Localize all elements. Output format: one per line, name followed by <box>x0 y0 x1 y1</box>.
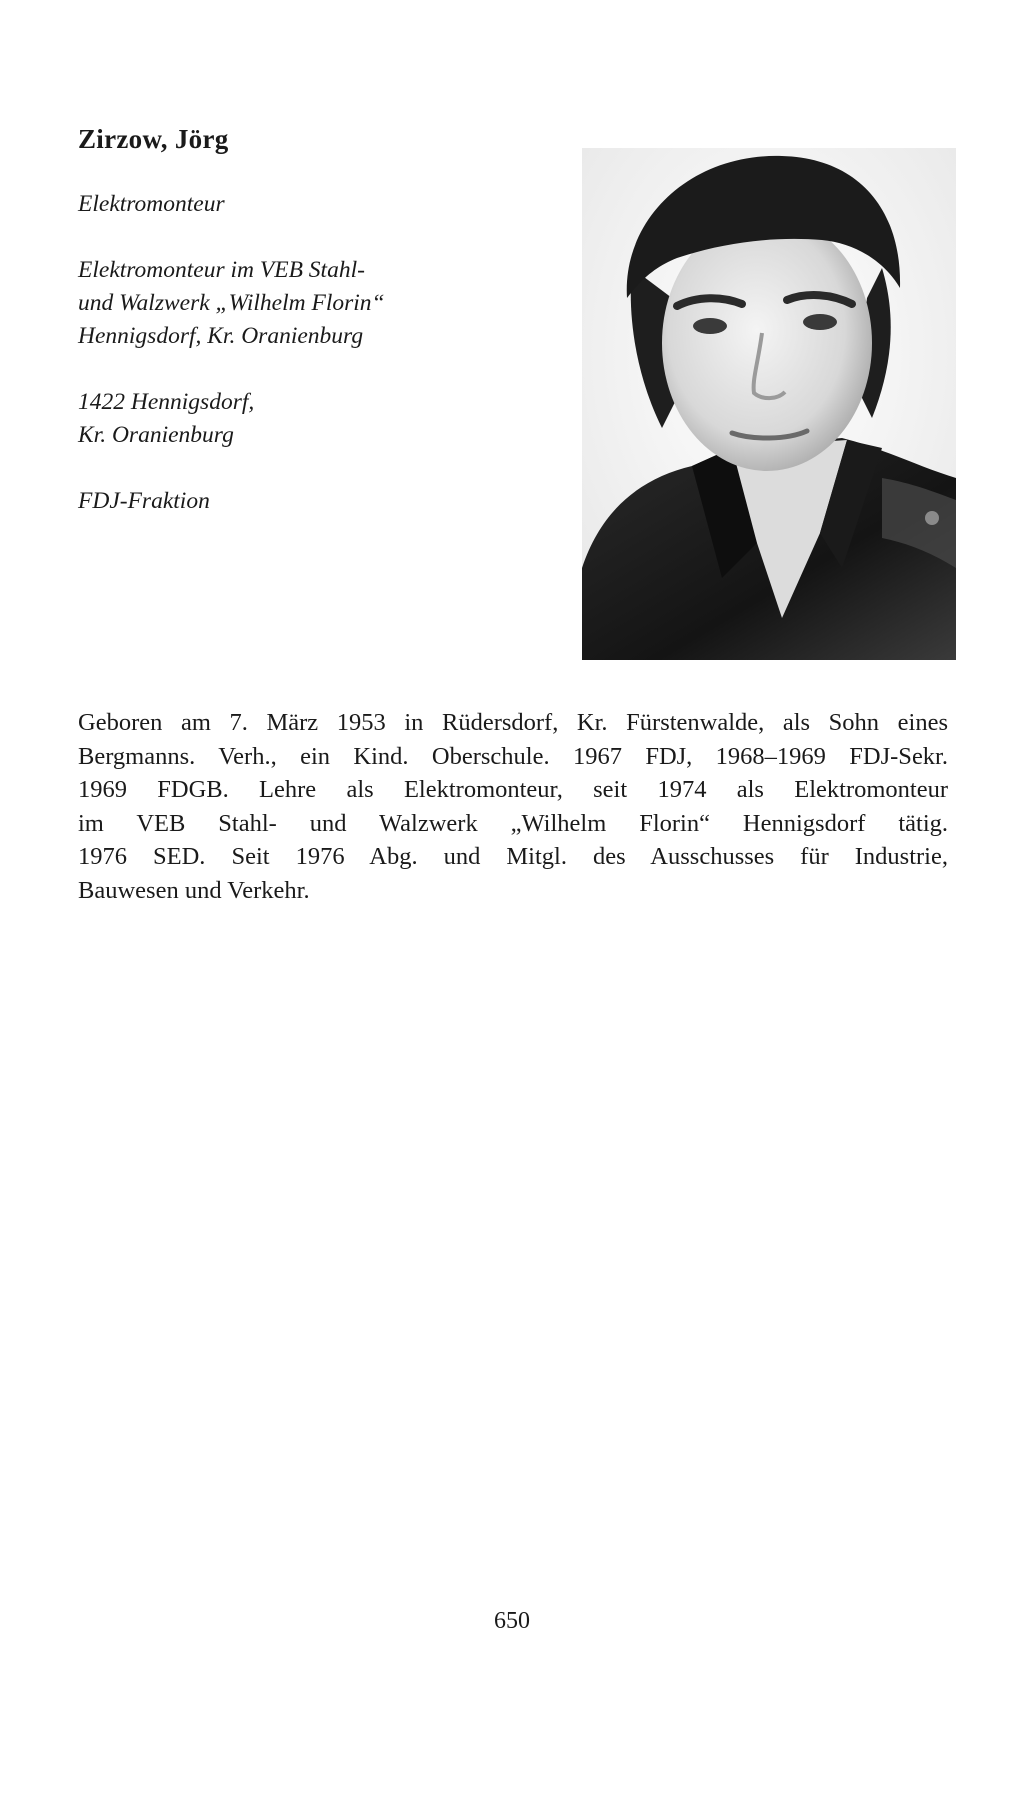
eye-right <box>803 314 837 330</box>
biography-line: Bergmanns. Verh., ein Kind. Oberschule. 1967 FDJ, 1968–1969 FDJ-Sekr. <box>78 742 948 770</box>
person-details <box>78 188 538 551</box>
portrait-photo <box>582 148 956 660</box>
person-name: Zirzow, Jörg <box>78 124 229 154</box>
workplace-line: Hennigsdorf, Kr. Oranienburg <box>78 323 364 349</box>
biography-line: im VEB Stahl- und Walzwerk „Wilhelm Florin“ Hennigsdorf tätig. <box>78 809 948 837</box>
address-line: Kr. Oranienburg <box>78 422 234 448</box>
workplace-line: Elektromonteur im VEB Stahl- <box>78 257 365 283</box>
faction: FDJ-Fraktion <box>78 488 210 514</box>
occupation: Elektromonteur <box>78 191 225 217</box>
biography-line: Geboren am 7. März 1953 in Rüdersdorf, Kr. Fürstenwalde, als Sohn eines <box>78 709 948 736</box>
workplace-line: und Walzwerk „Wilhelm Florin“ <box>78 290 385 316</box>
button <box>925 511 939 525</box>
workplace <box>78 254 538 353</box>
page-number: 650 <box>494 1608 530 1634</box>
biography-line: 1976 SED. Seit 1976 Abg. und Mitgl. des Ausschusses für Industrie, <box>78 843 948 870</box>
biography-line: Bauwesen und Verkehr. <box>78 876 310 904</box>
address <box>78 386 538 452</box>
face <box>662 215 872 471</box>
address-line: 1422 Hennigsdorf, <box>78 389 255 415</box>
biography-line: 1969 FDGB. Lehre als Elektromonteur, seit 1974 als Elektromonteur <box>78 776 948 803</box>
eye-left <box>693 318 727 334</box>
biography <box>78 706 948 907</box>
